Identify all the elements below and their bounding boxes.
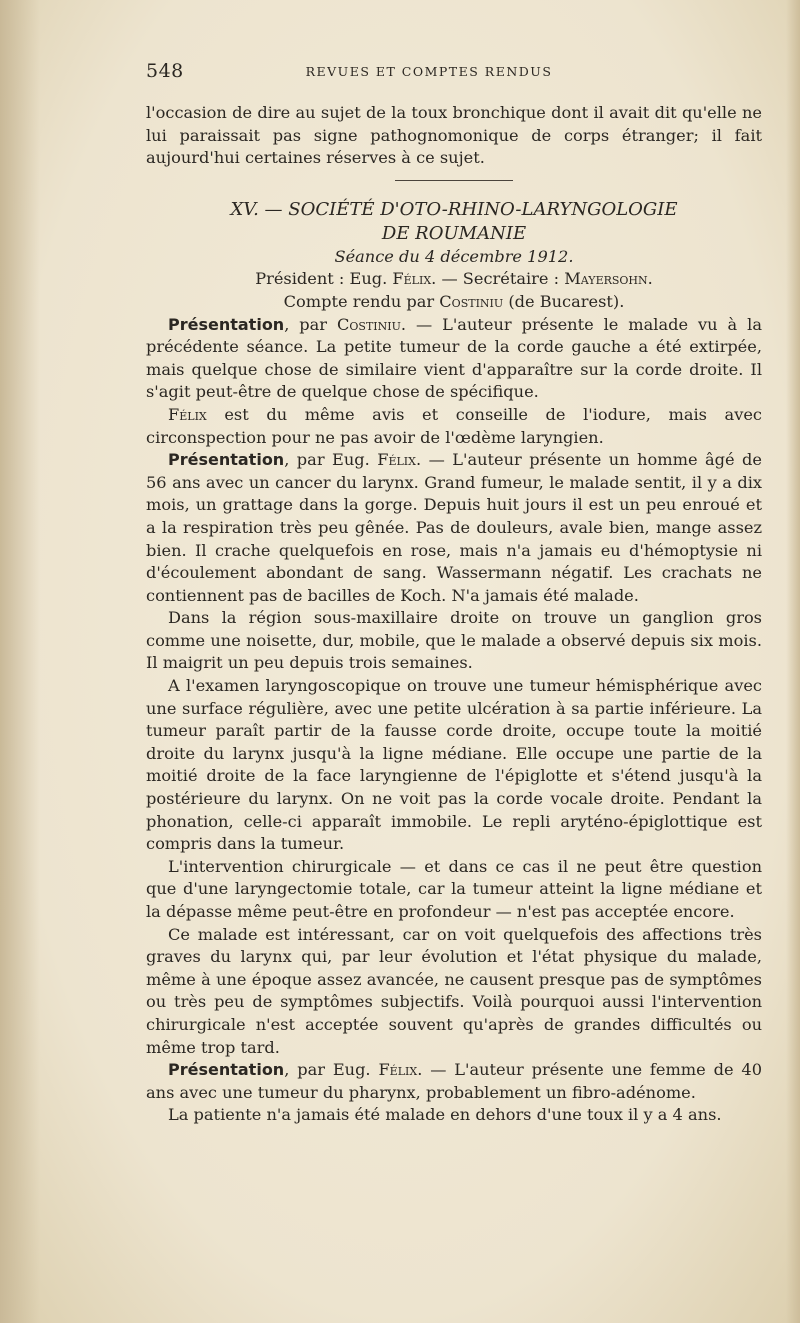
president-name: Félix [392,269,432,289]
presentation-text: . — L'auteur présente une femme de 40 ans avec une tumeur du pharynx, probablement un fibro-adénome. [146,1060,762,1102]
presentation-by: , par Eug. [284,1060,379,1080]
intervention-paragraph: L'intervention chirurgicale — et dans ce cas il ne peut être question que d'une laryngectomie totale, car la tumeur atteint la ligne médiane et la dépasse même peut-être en profondeur — n'est pas acceptée encore. [146,856,762,921]
report-prefix: Compte rendu par [283,291,440,311]
section-subtitle: DE ROUMANIE [381,222,527,244]
presentation-heading: Présentation [168,314,285,334]
presentation-by: , par [284,314,337,334]
presenter-name: Félix [377,450,416,470]
commenter-name: Félix [168,404,207,424]
presenter-name: Costiniu [337,314,401,334]
president-label: Président : Eug. [255,269,393,289]
report-line [146,291,762,314]
officers-line [146,268,762,291]
secretary-label: . — Secrétaire : [431,269,565,289]
presentation-heading: Présentation [168,1060,285,1080]
secretary-name: Mayersohn [564,269,648,289]
comment-text: est du même avis et conseille de l'iodure, mais avec circonspection pour ne pas avoir de l'œdème laryngien. [146,404,762,447]
section-divider [395,180,513,181]
presentation-by: , par Eug. [284,450,378,470]
officers-end: . [647,269,653,289]
discussion-paragraph: Ce malade est intéressant, car on voit quelquefois des affections très graves du larynx qui, par leur évolution et l'état physique du malade, même à une époque assez avancée, ne causent presque pas de symptômes ou très peu de symptômes subjectifs. Voilà pourquoi aussi l'intervention chirurgicale n'est acceptée souvent qu'après de grandes difficultés ou même trop tard. [146,924,762,1057]
report-suffix: (de Bucarest). [503,291,625,311]
presenter-name: Félix [378,1060,418,1080]
running-title: REVUES ET COMPTES RENDUS [305,64,553,79]
session-date: Séance du 4 décembre 1912. [334,246,574,266]
patient-history-paragraph: La patiente n'a jamais été malade en dehors d'une toux il y a 4 ans. [168,1105,722,1125]
page-number: 548 [146,60,184,82]
presentation-text: . — L'auteur présente le malade vu à la précédente séance. La petite tumeur de la corde gauche a été extirpée, mais quelque chose de similaire vient d'apparaître sur la corde droite. Il s'agit peut-être de quelque chose de spécifique. [146,314,762,402]
report-author: Costiniu [439,291,504,311]
presentation-text: . — L'auteur présente un homme âgé de 56 ans avec un cancer du larynx. Grand fumeur, le malade sentit, il y a dix mois, un grattage dans la gorge. Depuis huit jours il est un peu enroué et a la respiration très peu gênée. Pas de douleurs, avale bien, mange assez bien. Il crache quelquefois en rose, mais n'a jamais eu d'hémoptysie ni d'écoulement abondant de sang. Wassermann négatif. Les crachats ne contiennent pas de bacilles de Koch. N'a jamais été malade. [146,450,762,605]
section-title: XV. — SOCIÉTÉ D'OTO-RHINO-LARYNGOLOGIE [230,198,678,220]
presentation-heading: Présentation [168,450,285,470]
ganglion-paragraph: Dans la région sous-maxillaire droite on trouve un ganglion gros comme une noisette, dur, mobile, que le malade a observé depuis six mois. Il maigrit un peu depuis trois semaines. [146,608,762,673]
felix-comment-paragraph [146,404,762,449]
intro-paragraph: l'occasion de dire au sujet de la toux bronchique dont il avait dit qu'elle ne lui paraissait pas signe pathognomonique de corps étranger; il fait aujourd'hui certaines réserves à ce sujet. [146,103,762,168]
page-header [146,60,762,84]
laryngoscopy-paragraph: A l'examen laryngoscopique on trouve une tumeur hémisphérique avec une surface régulière, avec une petite ulcération à sa partie inférieure. La tumeur paraît partir de la fausse corde droite, occupe toute la moitié droite du larynx jusqu'à la ligne médiane. Elle occupe une partie de la moitié droite de la face laryngienne de l'épiglotte et s'étend jusqu'à la postérieure du larynx. On ne voit pas la corde vocale droite. Pendant la phonation, celle-ci apparaît immobile. Le repli aryténo-épiglottique est compris dans la tumeur. [146,676,762,854]
page-body [146,102,762,1127]
presentation-paragraph-3 [146,1059,762,1104]
presentation-paragraph-1 [146,314,762,404]
presentation-paragraph-2 [146,449,762,607]
